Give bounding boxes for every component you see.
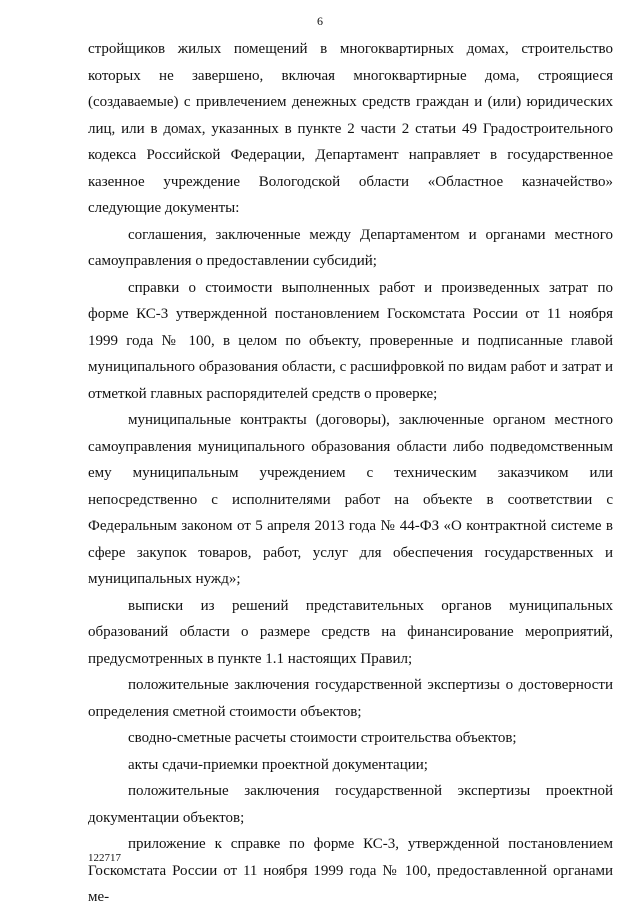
paragraph-ks3-certificates: справки о стоимости выполненных работ и произведенных затрат по форме КС-3 утвержденной постановлением Госкомстата России от 11 ноября 1999 года № 100, в целом по объекту, проверенные и подписанные главой муниципального образования области, с расшифровкой по видам работ и затрат и отметкой главных распорядителей средств о проверке; (88, 279, 613, 402)
paragraph-ks3-appendix: приложение к справке по форме КС-3, утвержденной постановлением Госкомстата России от 11 ноября 1999 года № 100, предоставленной органами ме- (88, 836, 613, 905)
page-number: 6 (317, 14, 323, 28)
document-code: 122717 (88, 852, 121, 864)
paragraph-decision-extracts: выписки из решений представительных органов муниципальных образований области о размере средств на финансирование мероприятий, предусмотренных в пункте 1.1 настоящих Правил; (88, 597, 613, 667)
paragraph-acceptance-acts: акты сдачи-приемки проектной документации; (128, 756, 428, 773)
document-body (88, 36, 613, 911)
paragraph-summary-estimates: сводно-сметные расчеты стоимости строительства объектов; (128, 730, 517, 746)
paragraph-design-expertise: положительные заключения государственной экспертизы проектной документации объектов; (88, 783, 613, 826)
paragraph-continuation: стройщиков жилых помещений в многоквартирных домах, строительство которых не завершено, включая многоквартирные дома, строящиеся (создаваемые) с привлечением денежных средств граждан и (или) юридических лиц, или в домах, указанных в пункте 2 части 2 статьи 49 Градостроительного кодекса Российской Федерации, Департамент направляет в государственное казенное учреждение Вологодской области «Областное казначейство» следующие документы: (88, 41, 613, 216)
paragraph-municipal-contracts: муниципальные контракты (договоры), заключенные органом местного самоуправления муниципального образования области либо подведомственным ему муниципальным учреждением с техническим заказчиком или непосредственно с исполнителями работ на объекте в соответствии с Федеральным законом от 5 апреля 2013 года № 44-ФЗ «О контрактной системе в сфере закупок товаров, работ, услуг для обеспечения государственных и муниципальных нужд»; (88, 412, 613, 587)
paragraph-agreements: соглашения, заключенные между Департаментом и органами местного самоуправления о предоставлении субсидий; (88, 226, 613, 269)
paragraph-cost-expertise: положительные заключения государственной экспертизы о достоверности определения сметной стоимости объектов; (88, 677, 613, 720)
